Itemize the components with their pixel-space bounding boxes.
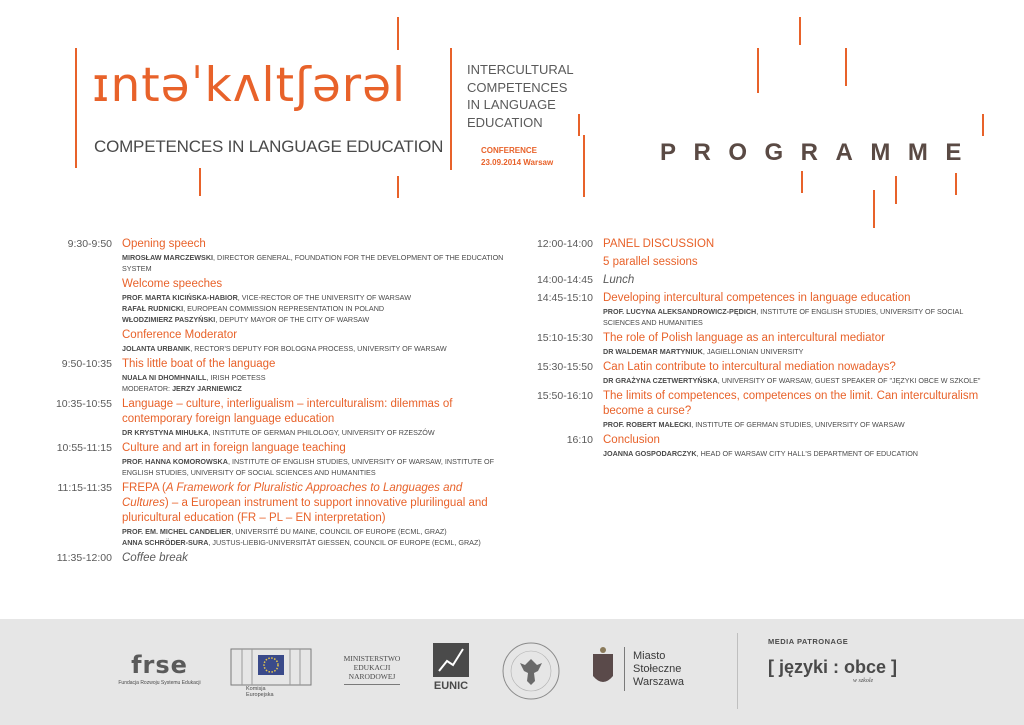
- speaker-name: ANNA SCHRÖDER-SURA: [122, 538, 209, 547]
- schedule-time: [52, 277, 112, 325]
- schedule-content: [122, 397, 512, 438]
- conference-title-line: IN LANGUAGE: [467, 97, 556, 112]
- schedule-content: [122, 237, 512, 274]
- schedule-time: 12:00-14:00: [536, 238, 593, 250]
- schedule-item-title: PANEL DISCUSSION: [603, 238, 715, 250]
- city-line: Warszawa: [633, 675, 684, 688]
- european-commission-logo: [230, 641, 312, 697]
- speaker-line: [603, 448, 993, 459]
- schedule-time: 15:10-15:30: [536, 332, 593, 344]
- right-schedule: [523, 237, 993, 462]
- schedule-content: [603, 255, 993, 270]
- schedule-content: [603, 291, 993, 328]
- schedule-item-title: Lunch: [603, 274, 635, 286]
- schedule-row: [523, 360, 993, 386]
- speaker-role: , RECTOR'S DEPUTY FOR BOLOGNA PROCESS, UNIVERSITY OF WARSAW: [190, 344, 447, 353]
- conference-title-line: INTERCULTURAL: [467, 62, 574, 77]
- schedule-content: [122, 481, 512, 548]
- schedule-row: [523, 291, 993, 328]
- schedule-content: [603, 331, 993, 357]
- speaker-name: RAFAŁ RUDNICKI: [122, 304, 184, 313]
- jezyki-obce-text: [ języki : obce ]: [768, 657, 898, 677]
- schedule-item-title: Language – culture, interligualism – interculturalism: dilemmas of contemporary foreign language education: [122, 398, 453, 425]
- eunic-text: EUNIC: [433, 679, 469, 692]
- ministry-line: MINISTERSTWO: [343, 653, 401, 663]
- speaker-role: , JAGIELLONIAN UNIVERSITY: [702, 347, 804, 356]
- schedule-time: 9:50-10:35: [61, 358, 112, 370]
- speaker-line: [122, 427, 512, 438]
- speaker-line: [122, 303, 512, 314]
- speaker-name: WŁODZIMIERZ PASZYŃSKI: [122, 315, 216, 324]
- speaker-line: [122, 372, 512, 383]
- sponsor-footer: [0, 619, 1024, 725]
- speaker-name: PROF. MARTA KICIŃSKA-HABIOR: [122, 293, 238, 302]
- schedule-row: [523, 433, 993, 459]
- speaker-role: , INSTITUTE OF ENGLISH STUDIES, UNIVERSITY OF SOCIAL SCIENCES AND HUMANITIES: [603, 307, 964, 327]
- schedule-row: [52, 237, 512, 274]
- schedule-time: 10:35-10:55: [55, 398, 112, 410]
- speaker-line: [603, 375, 993, 386]
- speaker-prefix: MODERATOR:: [122, 384, 173, 393]
- speaker-line: [122, 537, 512, 548]
- schedule-content: [122, 357, 512, 394]
- schedule-content: [603, 389, 993, 430]
- schedule-content: [603, 360, 993, 386]
- speaker-line: [122, 314, 512, 325]
- speaker-line: [122, 252, 512, 274]
- ministry-line: NARODOWEJ: [348, 671, 396, 681]
- programme-heading: PROGRAMME: [660, 139, 979, 166]
- decor-line: [75, 48, 77, 168]
- schedule-time: 14:00-14:45: [536, 274, 593, 286]
- speaker-role: , JUSTUS-LIEBIG-UNIVERSITÄT GIESSEN, COUNCIL OF EUROPE (ECML, GRAZ): [208, 538, 481, 547]
- decor-line: [801, 171, 803, 193]
- schedule-time: 14:45-15:10: [536, 292, 593, 304]
- warsaw-city-logo: [590, 643, 690, 695]
- schedule-item-title: Developing intercultural competences in language education: [603, 292, 911, 304]
- schedule-row: [52, 328, 512, 354]
- jezyki-obce-caption: w szkole: [853, 678, 874, 684]
- speaker-role: , INSTITUTE OF GERMAN STUDIES, UNIVERSITY OF WARSAW: [691, 420, 905, 429]
- speaker-name: PROF. HANNA KOMOROWSKA: [122, 457, 228, 466]
- media-patronage-label: MEDIA PATRONAGE: [768, 637, 849, 646]
- schedule-row: [52, 277, 512, 325]
- city-line: Stołeczne: [633, 662, 682, 675]
- schedule-content: [122, 277, 512, 325]
- schedule-row: [52, 397, 512, 438]
- city-divider: [624, 647, 625, 691]
- schedule-time: 10:55-11:15: [56, 442, 112, 454]
- schedule-item-title: FREPA (A Framework for Pluralistic Approaches to Languages and Cultures) – a European instrument to support innovative plurilingual and pluricultural education (FR – PL – EN interpretation): [122, 482, 488, 524]
- speaker-line: [603, 346, 993, 357]
- city-name: [633, 650, 684, 689]
- city-line: Miasto: [633, 649, 666, 662]
- speaker-name: JOLANTA URBANIK: [122, 344, 191, 353]
- speaker-role: , UNIVERSITÉ DU MAINE, COUNCIL OF EUROPE (ECML, GRAZ): [231, 527, 447, 536]
- speaker-role: , DIRECTOR GENERAL, FOUNDATION FOR THE DEVELOPMENT OF THE EDUCATION SYSTEM: [122, 253, 504, 273]
- schedule-item-title: Can Latin contribute to intercultural mediation nowadays?: [603, 361, 896, 373]
- speaker-role: , DEPUTY MAYOR OF THE CITY OF WARSAW: [215, 315, 370, 324]
- decor-line: [982, 114, 984, 136]
- schedule-item-title: Conclusion: [603, 434, 660, 446]
- schedule-row: [523, 273, 993, 288]
- speaker-line: [122, 292, 512, 303]
- schedule-time: [523, 255, 593, 270]
- speaker-name: NUALA NI DHOMHNAILL: [122, 373, 207, 382]
- eunic-logo: [432, 641, 470, 693]
- speaker-name: MIROSŁAW MARCZEWSKI: [122, 253, 214, 262]
- speaker-role: , HEAD OF WARSAW CITY HALL'S DEPARTMENT OF EDUCATION: [696, 449, 918, 458]
- left-schedule: [52, 237, 512, 569]
- eunic-mark-icon: [433, 643, 469, 677]
- schedule-item-title: Welcome speeches: [122, 278, 223, 290]
- speaker-role: , IRISH POETESS: [206, 373, 266, 382]
- schedule-content: [603, 273, 993, 288]
- city-crest-icon: [590, 646, 616, 692]
- schedule-item-title: Opening speech: [122, 238, 206, 250]
- frse-logo: [112, 651, 207, 687]
- decor-line: [199, 168, 201, 196]
- schedule-time: 15:30-15:50: [536, 361, 593, 373]
- decor-line: [397, 176, 399, 198]
- conference-title-line: COMPETENCES: [467, 79, 568, 95]
- schedule-row: [52, 481, 512, 548]
- schedule-row: [52, 357, 512, 394]
- speaker-name: JOANNA GOSPODARCZYK: [603, 449, 697, 458]
- schedule-row: [523, 237, 993, 252]
- schedule-item-title: 5 parallel sessions: [603, 256, 698, 268]
- footer-separator: [737, 633, 738, 709]
- speaker-line: [122, 456, 512, 478]
- schedule-item-title: The role of Polish language as an intercultural mediator: [603, 332, 885, 344]
- speaker-role: , INSTITUTE OF ENGLISH STUDIES, UNIVERSITY OF WARSAW, INSTITUTE OF ENGLISH STUDIES, UNIVERSITY OF SOCIAL SCIENCES AND HUMANITIES: [122, 457, 495, 477]
- speaker-role: , UNIVERSITY OF WARSAW, GUEST SPEAKER OF "JĘZYKI OBCE W SZKOLE": [717, 376, 981, 385]
- schedule-time: 9:30-9:50: [67, 238, 112, 250]
- schedule-row: [523, 255, 993, 270]
- schedule-row: [523, 331, 993, 357]
- schedule-time: 11:35-12:00: [56, 552, 112, 564]
- ministry-logo: [336, 649, 408, 689]
- speaker-line: [122, 526, 512, 537]
- decor-line: [873, 190, 875, 228]
- schedule-item-title: The limits of competences, competences on the limit. Can interculturalism become a curse?: [603, 390, 979, 417]
- decor-line: [845, 48, 847, 86]
- conference-meta: [481, 145, 553, 169]
- schedule-content: [122, 441, 512, 478]
- conference-date: 23.09.2014 Warsaw: [481, 158, 554, 167]
- speaker-name: PROF. ROBERT MAŁECKI: [603, 420, 692, 429]
- schedule-row: [52, 441, 512, 478]
- speaker-name: PROF. LUCYNA ALEKSANDROWICZ-PĘDICH: [603, 307, 757, 316]
- speaker-name: DR KRYSTYNA MIHUŁKA: [122, 428, 209, 437]
- schedule-item-title: Conference Moderator: [122, 329, 238, 341]
- decor-line: [583, 135, 585, 197]
- speaker-role: , INSTITUTE OF GERMAN PHILOLOGY, UNIVERSITY OF RZESZÓW: [208, 428, 435, 437]
- ec-caption: [246, 686, 274, 698]
- speaker-role: , EUROPEAN COMMISSION REPRESENTATION IN POLAND: [183, 304, 385, 313]
- speaker-line: [603, 306, 993, 328]
- speaker-name: JERZY JARNIEWICZ: [172, 384, 242, 393]
- ministry-rule: [344, 684, 400, 685]
- decor-line: [450, 48, 452, 170]
- university-of-warsaw-logo: [500, 633, 562, 709]
- schedule-time: 15:50-16:10: [536, 390, 593, 402]
- decor-line: [895, 176, 897, 204]
- speaker-role: , VICE-RECTOR OF THE UNIVERSITY OF WARSAW: [237, 293, 411, 302]
- speaker-line: [603, 419, 993, 430]
- decor-line: [799, 17, 801, 45]
- conference-title: [467, 61, 597, 131]
- frse-caption: Fundacja Rozwoju Systemu Edukacji: [118, 679, 201, 686]
- speaker-name: DR WALDEMAR MARTYNIUK: [603, 347, 703, 356]
- ec-caption-line: Komisja: [246, 686, 266, 692]
- speaker-name: PROF. EM. MICHEL CANDELIER: [122, 527, 232, 536]
- decor-line: [955, 173, 957, 195]
- conference-subtitle: COMPETENCES IN LANGUAGE EDUCATION: [94, 137, 444, 156]
- schedule-row: [52, 551, 512, 566]
- jezyki-obce-logo: [768, 657, 898, 691]
- speaker-line: [122, 383, 512, 394]
- conference-title-line: EDUCATION: [467, 114, 543, 130]
- schedule-row: [523, 389, 993, 430]
- schedule-content: [122, 328, 512, 354]
- frse-logo-text: frse: [131, 650, 188, 679]
- conference-label: CONFERENCE: [481, 146, 538, 155]
- decor-line: [397, 17, 399, 50]
- conference-logo: ɪntəˈkʌltʃərəl: [92, 58, 407, 113]
- ec-caption-line: Europejska: [246, 692, 274, 698]
- schedule-content: [603, 433, 993, 459]
- ministry-line: EDUKACJI: [353, 662, 391, 672]
- schedule-time: 16:10: [566, 434, 593, 446]
- schedule-item-title: Culture and art in foreign language teaching: [122, 442, 346, 454]
- speaker-line: [122, 343, 512, 354]
- decor-line: [757, 48, 759, 93]
- schedule-item-title: Coffee break: [122, 552, 188, 564]
- eagle-seal-icon: [500, 633, 562, 709]
- schedule-time: 11:15-11:35: [57, 482, 112, 494]
- schedule-item-title: This little boat of the language: [122, 358, 276, 370]
- schedule-time: [52, 328, 112, 354]
- schedule-content: [122, 551, 512, 566]
- speaker-name: DR GRAŻYNA CZETWERTYŃSKA: [603, 376, 718, 385]
- schedule-content: [603, 237, 993, 252]
